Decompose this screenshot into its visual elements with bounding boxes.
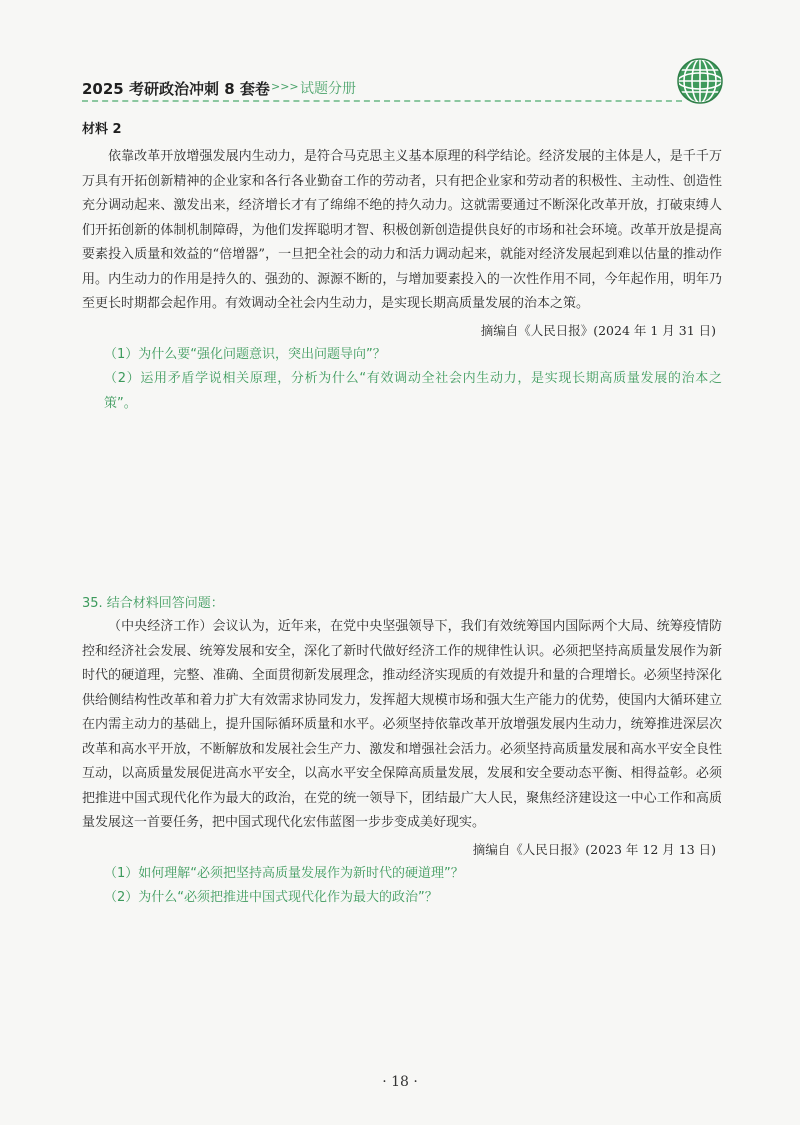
material-2-paragraph: 依靠改革开放增强发展内生动力，是符合马克思主义基本原理的科学结论。经济发展的主体是人，是千千万万具有开拓创新精神的企业家和各行各业勤奋工作的劳动者，只有把企业家和劳动者的积极性、主动性、创造性充分调动起来、激发出来，经济增长才有了绵绵不绝的持久动力。这就需要通过不断深化改革开放，打破束缚人们开拓创新的体制机制障碍，为他们发挥聪明才智、积极创新创造提供良好的市场和社会环境。改革开放是提高要素投入质量和效益的“倍增器”，一旦把全社会的动力和活力调动起来，就能对经济发展起到难以估量的推动作用。内生动力的作用是持久的、强劲的、源源不断的，与增加要素投入的一次性作用不同，今年起作用，明年乃至更长时期都会起作用。有效调动全社会内生动力，是实现长期高质量发展的治本之策。	[82, 149, 722, 311]
question-35-sub-2: （2）为什么“必须把推进中国式现代化作为最大的政治”？	[104, 890, 438, 905]
material-2-question-1: （1）为什么要“强化问题意识，突出问题导向”？	[104, 346, 386, 362]
page-header	[82, 70, 722, 110]
material-2-question-2: （2）运用矛盾学说相关原理，分析为什么“有效调动全社会内生动力，是实现长期高质量发展的治本之策”。	[104, 371, 722, 411]
question-35-paragraph: （中央经济工作）会议认为，近年来，在党中央坚强领导下，我们有效统筹国内国际两个大局、统筹疫情防控和经济社会发展、统筹发展和安全，深化了新时代做好经济工作的规律性认识。必须把坚持高质量发展作为新时代的硬道理，完整、准确、全面贯彻新发展理念，推动经济实现质的有效提升和量的合理增长。必须坚持深化供给侧结构性改革和着力扩大有效需求协同发力，发挥超大规模市场和强大生产能力的优势，使国内大循环建立在内需主动力的基础上，提升国际循环质量和水平。必须坚持依靠改革开放增强发展内生动力，统筹推进深层次改革和高水平开放，不断解放和发展社会生产力、激发和增强社会活力。必须坚持高质量发展和高水平安全良性互动，以高质量发展促进高水平安全，以高水平安全保障高质量发展，发展和安全要动态平衡、相得益彰。必须把推进中国式现代化作为最大的政治，在党的统一领导下，团结最广大人民，聚焦经济建设这一中心工作和高质量发展这一首要任务，把中国式现代化宏伟蓝图一步步变成美好现实。	[82, 619, 722, 830]
material-2-label: 材料 2	[82, 122, 122, 137]
answer-space	[82, 416, 722, 592]
header-subtitle: 试题分册	[300, 81, 356, 97]
question-35-source: 摘编自《人民日报》(2023 年 12 月 13 日)	[472, 841, 716, 857]
header-arrows: >>>	[271, 80, 299, 93]
page-content	[82, 118, 722, 911]
question-35-title: 35. 结合材料回答问题：	[82, 596, 224, 611]
globe-icon	[675, 56, 725, 106]
header-divider	[82, 100, 682, 102]
question-35-sub-1: （1）如何理解“必须把坚持高质量发展作为新时代的硬道理”？	[104, 865, 464, 881]
page-number: · 18 ·	[382, 1074, 418, 1090]
header-title: 2025 考研政治冲刺 8 套卷	[82, 80, 270, 98]
material-2-source: 摘编自《人民日报》(2024 年 1 月 31 日)	[480, 322, 716, 338]
